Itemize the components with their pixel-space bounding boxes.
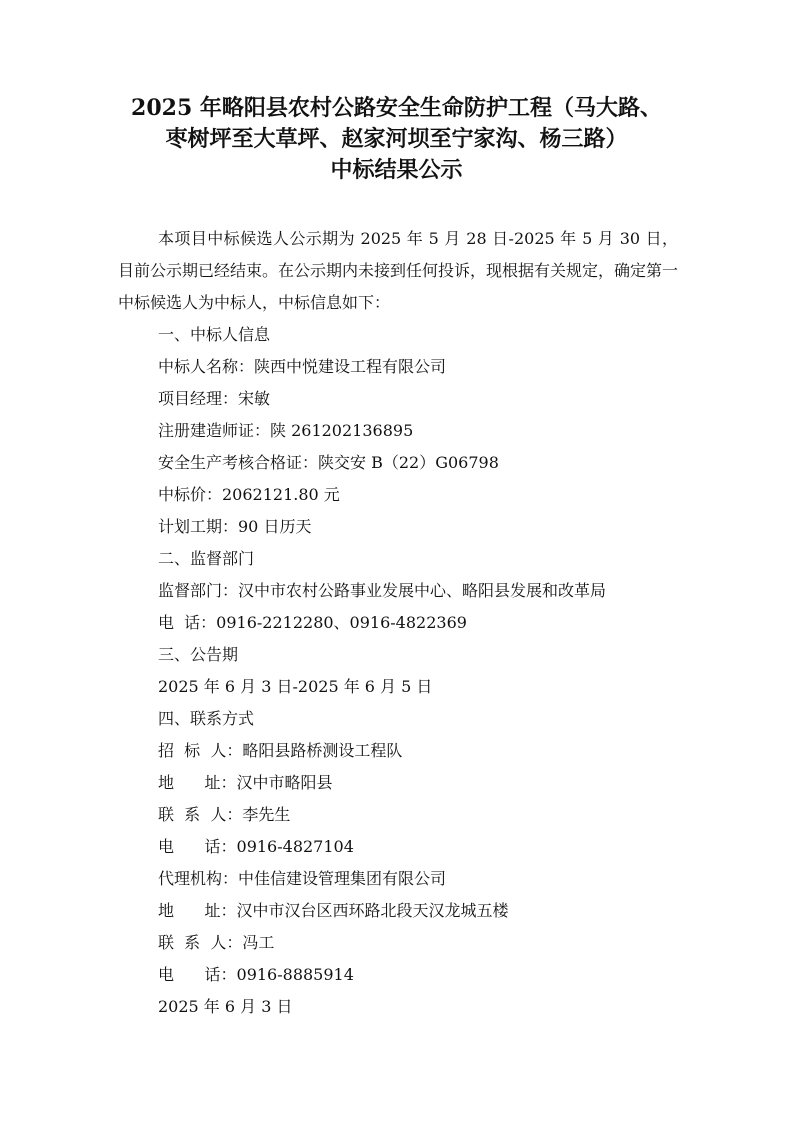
winner-name: 中标人名称：陕西中悦建设工程有限公司 [158,357,447,376]
project-manager: 项目经理：宋敏 [158,389,271,408]
title-line-1: 2025 年略阳县农村公路安全生命防护工程（马大路、 [131,95,662,121]
agency: 代理机构：中佳信建设管理集团有限公司 [158,869,447,888]
tenderer: 招 标 人：略阳县路桥测设工程队 [158,741,403,760]
title-line-3: 中标结果公示 [330,157,463,183]
tenderer-contact: 联 系 人：李先生 [158,805,291,824]
agency-contact: 联 系 人：冯工 [158,933,275,952]
planned-duration: 计划工期：90 日历天 [158,517,312,536]
document-title [60,93,733,186]
safety-certificate: 安全生产考核合格证：陕交安 B（22）G06798 [158,453,499,472]
info-list [158,319,718,1023]
section-heading-announcement: 三、公告期 [158,645,239,664]
winning-price: 中标价：2062121.80 元 [158,485,340,504]
agency-address: 地 址：汉中市汉台区西环路北段天汉龙城五楼 [158,901,509,920]
title-line-2: 枣树坪至大草坪、赵家河坝至宁家沟、杨三路） [165,126,628,152]
supervision-phone: 电 话：0916-2212280、0916-4822369 [158,613,467,632]
section-heading-winner: 一、中标人信息 [158,325,271,344]
intro-paragraph: 本项目中标候选人公示期为 2025 年 5 月 28 日-2025 年 5 月 30 日，目前公示期已经结束。在公示期内未接到任何投诉，现根据有关规定，确定第一中标候选人为中标人，中标信息如下： [118,229,679,312]
agency-phone: 电 话：0916-8885914 [158,965,354,984]
tenderer-phone: 电 话：0916-4827104 [158,837,354,856]
tenderer-address: 地 址：汉中市略阳县 [158,773,333,792]
constructor-certificate: 注册建造师证：陕 261202136895 [158,421,414,440]
supervision-department: 监督部门：汉中市农村公路事业发展中心、略阳县发展和改革局 [158,581,607,600]
section-heading-supervision: 二、监督部门 [158,549,255,568]
document-date: 2025 年 6 月 3 日 [158,997,293,1016]
announcement-period: 2025 年 6 月 3 日-2025 年 6 月 5 日 [158,677,433,696]
section-heading-contact: 四、联系方式 [158,709,255,728]
